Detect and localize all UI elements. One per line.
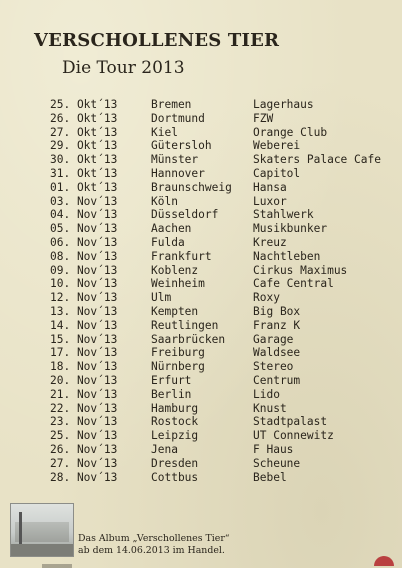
tour-date-row [50,222,390,236]
tour-date: 14. Nov´13 [50,318,118,332]
tour-date-row [50,319,390,333]
tour-venue: Kreuz [253,235,287,249]
album-cover-ground [11,544,73,556]
tour-venue: Musikbunker [253,222,328,236]
tour-venue: Big Box [253,304,301,318]
tour-venue: Cirkus Maximus [253,263,348,277]
tour-city: Koblenz [151,263,199,277]
tour-city: Gütersloh [151,139,212,153]
tour-city: Aachen [151,222,192,236]
tour-city: Reutlingen [151,318,219,332]
tour-date: 03. Nov´13 [50,194,118,208]
album-announcement [78,533,230,556]
album-announcement-line-2: ab dem 14.06.2013 im Handel. [78,544,225,556]
album-cover-wall [15,522,69,542]
tour-city: Braunschweig [151,180,232,194]
tour-city: Dortmund [151,111,205,125]
tour-date: 27. Okt´13 [50,125,118,139]
tour-date: 21. Nov´13 [50,387,118,401]
tour-date-row [50,139,390,153]
tour-date: 25. Nov´13 [50,429,118,443]
tour-city: Düsseldorf [151,208,219,222]
tour-city: Kempten [151,304,199,318]
tour-date: 17. Nov´13 [50,346,118,360]
tour-date-row [50,167,390,181]
tour-city: Münster [151,153,199,167]
album-announcement-line-1: Das Album „Verschollenes Tier“ [78,533,230,544]
bottom-edge-scrap [42,564,72,568]
tour-city: Hamburg [151,401,199,415]
tour-date-row [50,208,390,222]
tour-venue: Garage [253,332,294,346]
tour-date: 09. Nov´13 [50,263,118,277]
tour-venue: Stadtpalast [253,415,328,429]
tour-date: 31. Okt´13 [50,166,118,180]
tour-venue: Nachtleben [253,249,321,263]
tour-city: Dresden [151,456,199,470]
tour-date-row [50,126,390,140]
tour-date: 26. Okt´13 [50,111,118,125]
tour-date: 06. Nov´13 [50,235,118,249]
poster-subtitle: Die Tour 2013 [62,58,185,78]
tour-city: Freiburg [151,346,205,360]
tour-venue: Waldsee [253,346,301,360]
tour-date-row [50,98,390,112]
tour-date-row [50,415,390,429]
tour-date-row [50,291,390,305]
tour-venue: Centrum [253,373,301,387]
tour-venue: Bebel [253,470,287,484]
tour-date-row [50,374,390,388]
tour-date-row [50,195,390,209]
tour-date: 04. Nov´13 [50,208,118,222]
tour-venue: Roxy [253,291,280,305]
tour-venue: Hansa [253,180,287,194]
tour-date: 08. Nov´13 [50,249,118,263]
tour-date: 05. Nov´13 [50,222,118,236]
tour-venue: Knust [253,401,287,415]
tour-date: 27. Nov´13 [50,456,118,470]
tour-date-row [50,305,390,319]
tour-date-row [50,277,390,291]
tour-date-row [50,402,390,416]
tour-venue: Lagerhaus [253,98,314,111]
tour-date: 26. Nov´13 [50,442,118,456]
tour-city: Ulm [151,291,172,305]
tour-venue: Orange Club [253,125,328,139]
tour-city: Berlin [151,387,192,401]
tour-venue: Skaters Palace Cafe [253,153,381,167]
tour-date-row [50,346,390,360]
tour-date-row [50,112,390,126]
tour-date-row [50,471,390,485]
tour-date-row [50,388,390,402]
tour-date-row [50,153,390,167]
tour-city: Saarbrücken [151,332,226,346]
tour-venue: Scheune [253,456,301,470]
tour-city: Erfurt [151,373,192,387]
tour-city: Kiel [151,125,178,139]
tour-date: 20. Nov´13 [50,373,118,387]
tour-date: 12. Nov´13 [50,291,118,305]
tour-venue: Stahlwerk [253,208,314,222]
album-cover-image [10,503,74,557]
tour-date-row [50,250,390,264]
tour-city: Rostock [151,415,199,429]
tour-venue: Weberei [253,139,301,153]
tour-city: Fulda [151,235,185,249]
tour-date-row [50,181,390,195]
tour-venue: Franz K [253,318,301,332]
tour-city: Weinheim [151,277,205,291]
tour-date-row [50,333,390,347]
tour-venue: Capitol [253,166,301,180]
tour-date: 28. Nov´13 [50,470,118,484]
tour-venue: Luxor [253,194,287,208]
tour-city: Hannover [151,166,205,180]
album-cover-post [19,512,22,546]
tour-city: Frankfurt [151,249,212,263]
tour-date: 23. Nov´13 [50,415,118,429]
poster-title: VERSCHOLLENES TIER [34,30,280,51]
tour-city: Jena [151,442,178,456]
tour-date: 29. Okt´13 [50,139,118,153]
tour-date: 13. Nov´13 [50,304,118,318]
tour-city: Bremen [151,98,192,111]
tour-date-row [50,429,390,443]
tour-date: 01. Okt´13 [50,180,118,194]
tour-venue: Cafe Central [253,277,334,291]
tour-venue: FZW [253,111,274,125]
tour-date: 18. Nov´13 [50,360,118,374]
tour-date: 22. Nov´13 [50,401,118,415]
tour-date: 15. Nov´13 [50,332,118,346]
tour-venue: F Haus [253,442,294,456]
tour-city: Nürnberg [151,360,205,374]
tour-dates-list [50,98,390,484]
tour-city: Leipzig [151,429,199,443]
tour-date-row [50,236,390,250]
tour-date-row [50,360,390,374]
tour-city: Köln [151,194,178,208]
tour-venue: Stereo [253,360,294,374]
tour-venue: UT Connewitz [253,429,334,443]
tour-date-row [50,457,390,471]
tour-date: 10. Nov´13 [50,277,118,291]
tour-date-row [50,443,390,457]
tour-date: 30. Okt´13 [50,153,118,167]
tour-date-row [50,264,390,278]
tour-city: Cottbus [151,470,199,484]
tour-date: 25. Okt´13 [50,98,118,111]
tour-venue: Lido [253,387,280,401]
